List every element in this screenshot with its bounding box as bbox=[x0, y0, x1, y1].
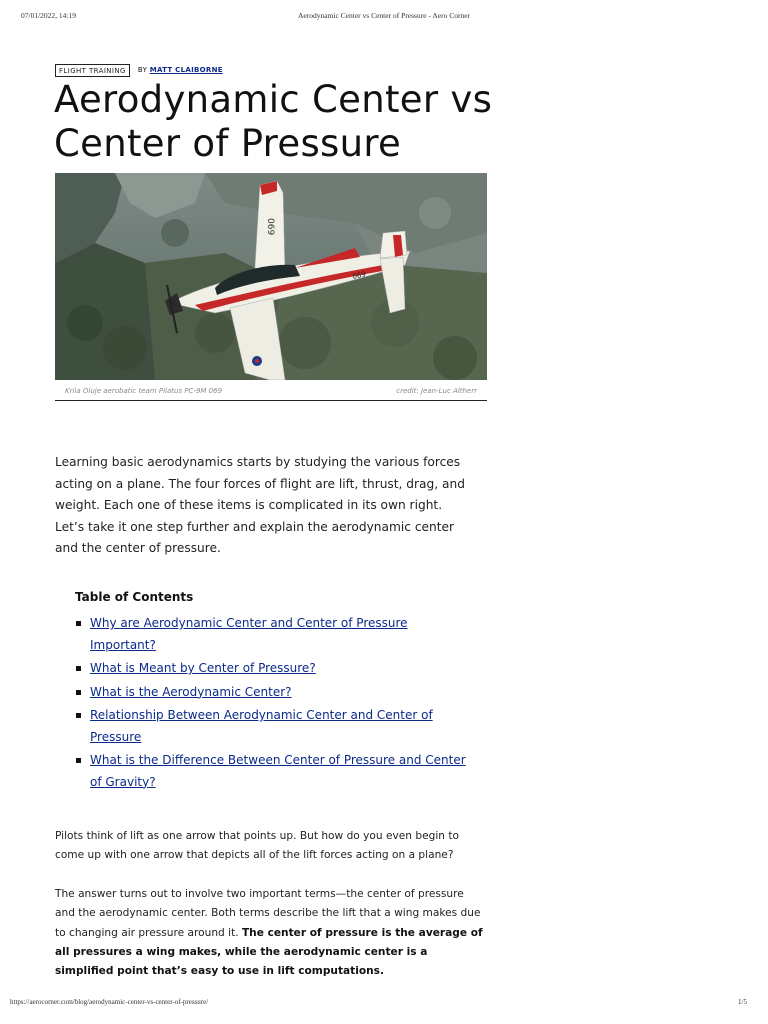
print-date: 07/01/2022, 14:19 bbox=[21, 11, 77, 20]
article-title-line-1: Aerodynamic Center vs bbox=[54, 78, 493, 121]
toc-item bbox=[75, 705, 475, 748]
bullet-icon bbox=[76, 690, 81, 695]
print-footer bbox=[10, 998, 747, 1010]
toc-item bbox=[75, 658, 475, 680]
body-paragraph-2 bbox=[55, 885, 485, 981]
toc-link-why-important[interactable]: Why are Aerodynamic Center and Center of Pressure Important? bbox=[90, 616, 408, 652]
print-page-title: Aerodynamic Center vs Center of Pressure - Aero Corner bbox=[297, 11, 471, 20]
body-paragraph-2-text: The answer turns out to involve two important terms—the center of pressure and the aerodynamic center. Both terms describe the lift that a wing makes due to changing air pressure around it. bbox=[55, 888, 481, 939]
bullet-icon bbox=[76, 666, 81, 671]
toc-item bbox=[75, 750, 475, 793]
toc-item bbox=[75, 613, 475, 656]
image-credit: credit: Jean-Luc Altherr bbox=[396, 387, 477, 395]
fuselage-tail-number: 069 bbox=[351, 270, 367, 281]
article-title bbox=[54, 78, 524, 166]
image-caption-bar bbox=[55, 385, 487, 401]
toc-link-aerodynamic-center[interactable]: What is the Aerodynamic Center? bbox=[90, 684, 292, 699]
toc-title: Table of Contents bbox=[75, 590, 194, 604]
article-title-line-2: Center of Pressure bbox=[54, 122, 402, 165]
author-link[interactable]: MATT CLAIBORNE bbox=[149, 66, 223, 74]
bullet-icon bbox=[76, 713, 81, 718]
aircraft-photo bbox=[55, 173, 487, 380]
table-of-contents bbox=[75, 590, 475, 795]
print-url: https://aerocorner.com/blog/aerodynamic-center-vs-center-of-pressure/ bbox=[10, 998, 209, 1006]
print-header bbox=[21, 11, 747, 23]
page-number: 1/5 bbox=[738, 998, 747, 1006]
category-tag[interactable]: FLIGHT TRAINING bbox=[55, 64, 130, 77]
toc-link-center-of-pressure[interactable]: What is Meant by Center of Pressure? bbox=[90, 661, 316, 675]
body-paragraph-2-bold: The center of pressure is the average of all pressures a wing makes, while the aerodynamic center is a simplified point that’s easy to use in lift computations. bbox=[55, 926, 483, 978]
toc-item bbox=[75, 682, 475, 704]
toc-link-relationship[interactable]: Relationship Between Aerodynamic Center and Center of Pressure bbox=[90, 708, 433, 744]
bullet-icon bbox=[76, 621, 81, 626]
toc-link-difference-cg[interactable]: What is the Difference Between Center of Pressure and Center of Gravity? bbox=[90, 753, 466, 789]
by-label: BY bbox=[137, 66, 148, 74]
intro-paragraph: Learning basic aerodynamics starts by studying the various forces acting on a plane. The four forces of flight are lift, thrust, drag, and weight. Each one of these items is complicated in its own right. Let’s take it one step further and explain the aerodynamic center and the center of pressure. bbox=[55, 455, 465, 555]
wing-tail-number: 069 bbox=[265, 218, 275, 236]
image-caption: Krila Oluje aerobatic team Pilatus PC-9M 069 bbox=[65, 387, 223, 395]
byline bbox=[138, 66, 223, 74]
article-meta bbox=[55, 63, 223, 77]
body-paragraph-1: Pilots think of lift as one arrow that points up. But how do you even begin to come up with one arrow that depicts all of the lift forces acting on a plane? bbox=[55, 830, 459, 862]
toc-list bbox=[75, 613, 475, 793]
bullet-icon bbox=[76, 758, 81, 763]
hero-image bbox=[55, 173, 487, 380]
